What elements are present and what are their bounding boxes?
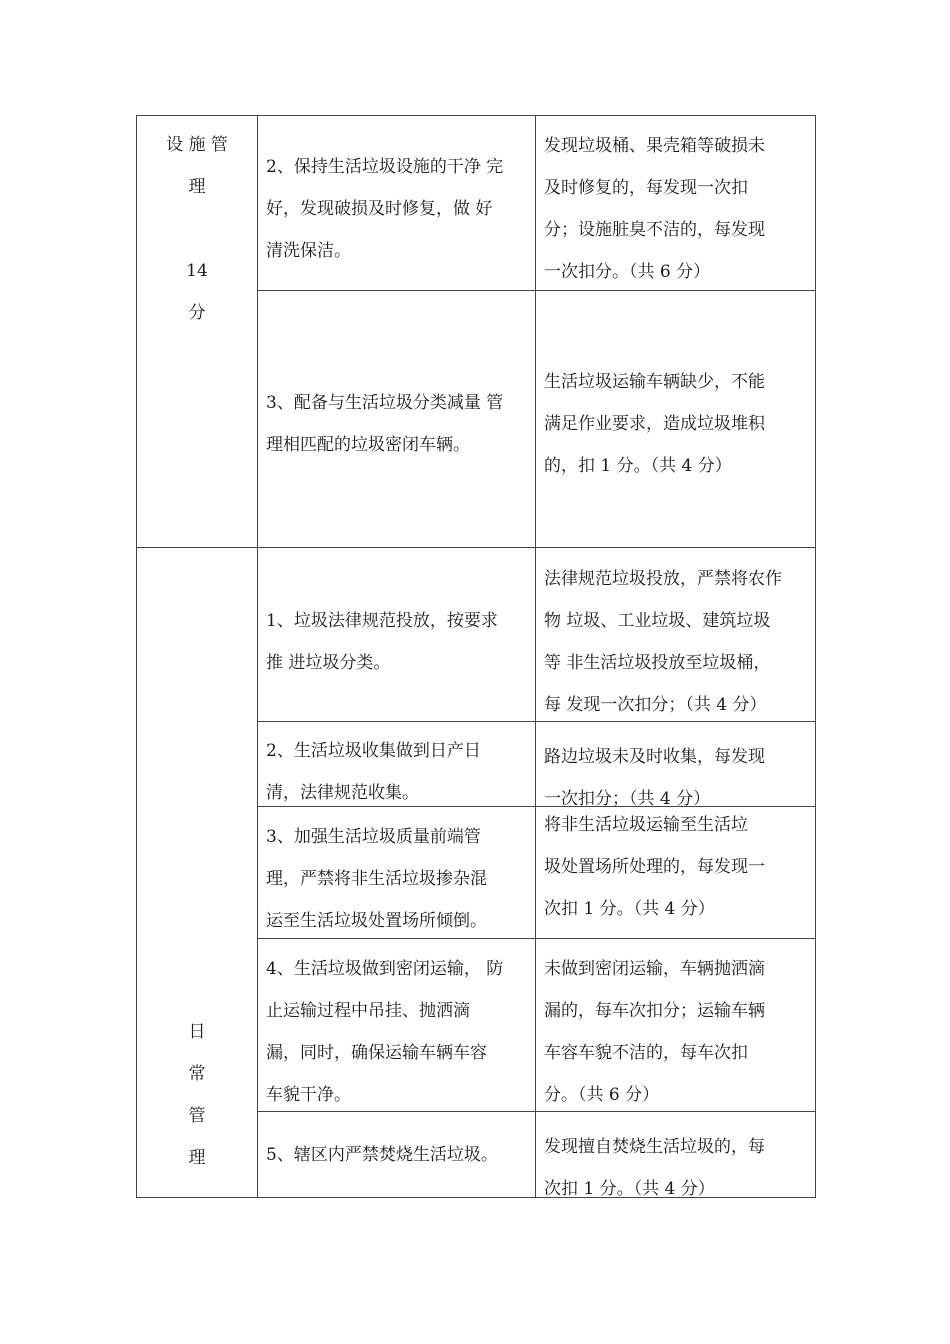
rule-line: 未做到密闭运输，车辆抛洒滴: [544, 959, 765, 979]
rule-line: 将非生活垃圾运输至生活垃: [544, 815, 748, 835]
rule-line: 发现垃圾桶、果壳箱等破损未: [544, 136, 765, 156]
category-line: [137, 208, 257, 250]
scoring-rule-cell: [536, 558, 817, 726]
rule-line: 生活垃圾运输车辆缺少，不能: [544, 372, 765, 392]
category-line: 设 施 管: [166, 135, 228, 155]
rule-line: 满足作业要求，造成垃圾堆积: [544, 414, 765, 434]
category-line: 常: [188, 1064, 206, 1084]
rule-line: 圾处置场所处理的，每发现一: [544, 857, 765, 877]
category-line: 分: [188, 303, 206, 323]
category-line: 理: [188, 177, 206, 197]
rule-line: 法律规范垃圾投放，严禁将农作: [544, 569, 782, 589]
scoring-rule-cell: [536, 361, 817, 487]
rule-line: 次扣 1 分。（共 4 分）: [544, 1179, 715, 1199]
criteria-line: 4、生活垃圾做到密闭运输， 防: [266, 959, 504, 979]
rule-line: 路边垃圾未及时收集，每发现: [544, 747, 765, 767]
criteria-line: 理相匹配的垃圾密闭车辆。: [266, 435, 470, 455]
criteria-line: 好，发现破损及时修复，做 好: [266, 199, 493, 219]
rule-line: 及时修复的，每发现一次扣: [544, 178, 748, 198]
criteria-cell: [258, 948, 535, 1116]
criteria-line: 车貌干净。: [266, 1085, 351, 1105]
scoring-rule-cell: [536, 804, 817, 930]
rule-line: 漏的，每车次扣分；运输车辆: [544, 1001, 765, 1021]
criteria-cell: [258, 816, 535, 942]
scoring-rule-cell: [536, 948, 817, 1116]
criteria-line: 清洗保洁。: [266, 241, 351, 261]
scoring-rule-cell: [536, 125, 817, 293]
criteria-line: 漏，同时，确保运输车辆车容: [266, 1043, 487, 1063]
criteria-line: 止运输过程中吊挂、抛洒滴: [266, 1001, 470, 1021]
rule-line: 等 非生活垃圾投放至垃圾桶，: [544, 653, 771, 673]
rule-line: 物 垃圾、工业垃圾、建筑垃圾: [544, 611, 771, 631]
criteria-cell: [258, 382, 535, 466]
category-line: 理: [188, 1148, 206, 1168]
rule-line: 车容车貌不洁的，每车次扣: [544, 1043, 748, 1063]
rule-line: 一次扣分；（共 4 分）: [544, 789, 711, 809]
section-divider: [137, 547, 815, 548]
criteria-line: 2、生活垃圾收集做到日产日: [266, 741, 481, 761]
category-daily-management: [137, 1011, 257, 1179]
criteria-cell: [258, 730, 535, 814]
scoring-rule-cell: [536, 1126, 817, 1210]
criteria-line: 1、垃圾法律规范投放，按要求: [266, 611, 498, 631]
rule-line: 次扣 1 分。（共 4 分）: [544, 899, 715, 919]
rule-line: 发现擅自焚烧生活垃圾的，每: [544, 1137, 765, 1157]
category-line: 管: [188, 1106, 206, 1126]
assessment-table: [136, 115, 816, 1198]
rule-line: 分；设施脏臭不洁的，每发现: [544, 220, 765, 240]
criteria-line: 5、辖区内严禁焚烧生活垃圾。: [266, 1145, 498, 1165]
category-facility-management: [137, 124, 257, 334]
rule-line: 每 发现一次扣分；（共 4 分）: [544, 695, 767, 715]
criteria-line: 3、加强生活垃圾质量前端管: [266, 827, 481, 847]
criteria-cell: [258, 1134, 535, 1176]
criteria-line: 推 进垃圾分类。: [266, 653, 391, 673]
rule-line: 分。（共 6 分）: [544, 1085, 660, 1105]
criteria-cell: [258, 600, 535, 684]
rule-line: 的，扣 1 分。（共 4 分）: [544, 456, 732, 476]
criteria-line: 运至生活垃圾处置场所倾倒。: [266, 911, 487, 931]
criteria-cell: [258, 146, 535, 272]
rule-line: 一次扣分。（共 6 分）: [544, 262, 711, 282]
criteria-line: 清，法律规范收集。: [266, 783, 419, 803]
criteria-line: 2、保持生活垃圾设施的干净 完: [266, 157, 504, 177]
criteria-line: 3、配备与生活垃圾分类减量 管: [266, 393, 504, 413]
category-line: 日: [188, 1022, 206, 1042]
category-line: 14: [186, 261, 208, 281]
criteria-line: 理，严禁将非生活垃圾掺杂混: [266, 869, 487, 889]
